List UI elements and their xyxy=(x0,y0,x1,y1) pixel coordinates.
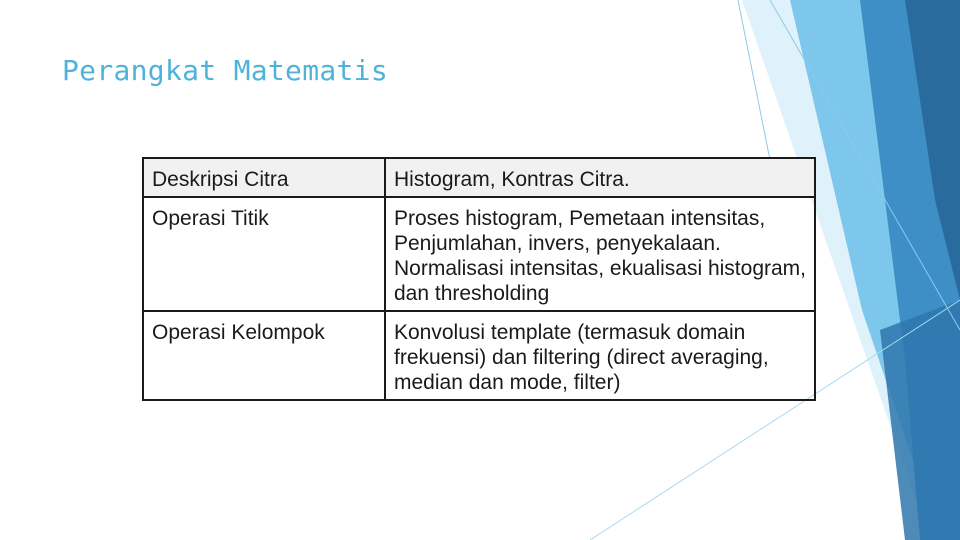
row-description: Konvolusi template (termasuk domain frekuensi) dan filtering (direct averaging, median dan mode, filter) xyxy=(385,311,815,400)
row-label: Operasi Kelompok xyxy=(143,311,385,400)
row-label: Deskripsi Citra xyxy=(143,158,385,197)
slide-title: Perangkat Matematis xyxy=(62,54,388,87)
row-description: Histogram, Kontras Citra. xyxy=(385,158,815,197)
content-table xyxy=(142,157,816,401)
table-row xyxy=(143,158,815,197)
bottom-light-shape xyxy=(880,300,960,540)
row-description: Proses histogram, Pemetaan intensitas, Penjumlahan, invers, penyekalaan. Normalisasi intensitas, ekualisasi histogram, dan thresholding xyxy=(385,197,815,311)
row-label: Operasi Titik xyxy=(143,197,385,311)
table-row xyxy=(143,197,815,311)
table-row xyxy=(143,311,815,400)
